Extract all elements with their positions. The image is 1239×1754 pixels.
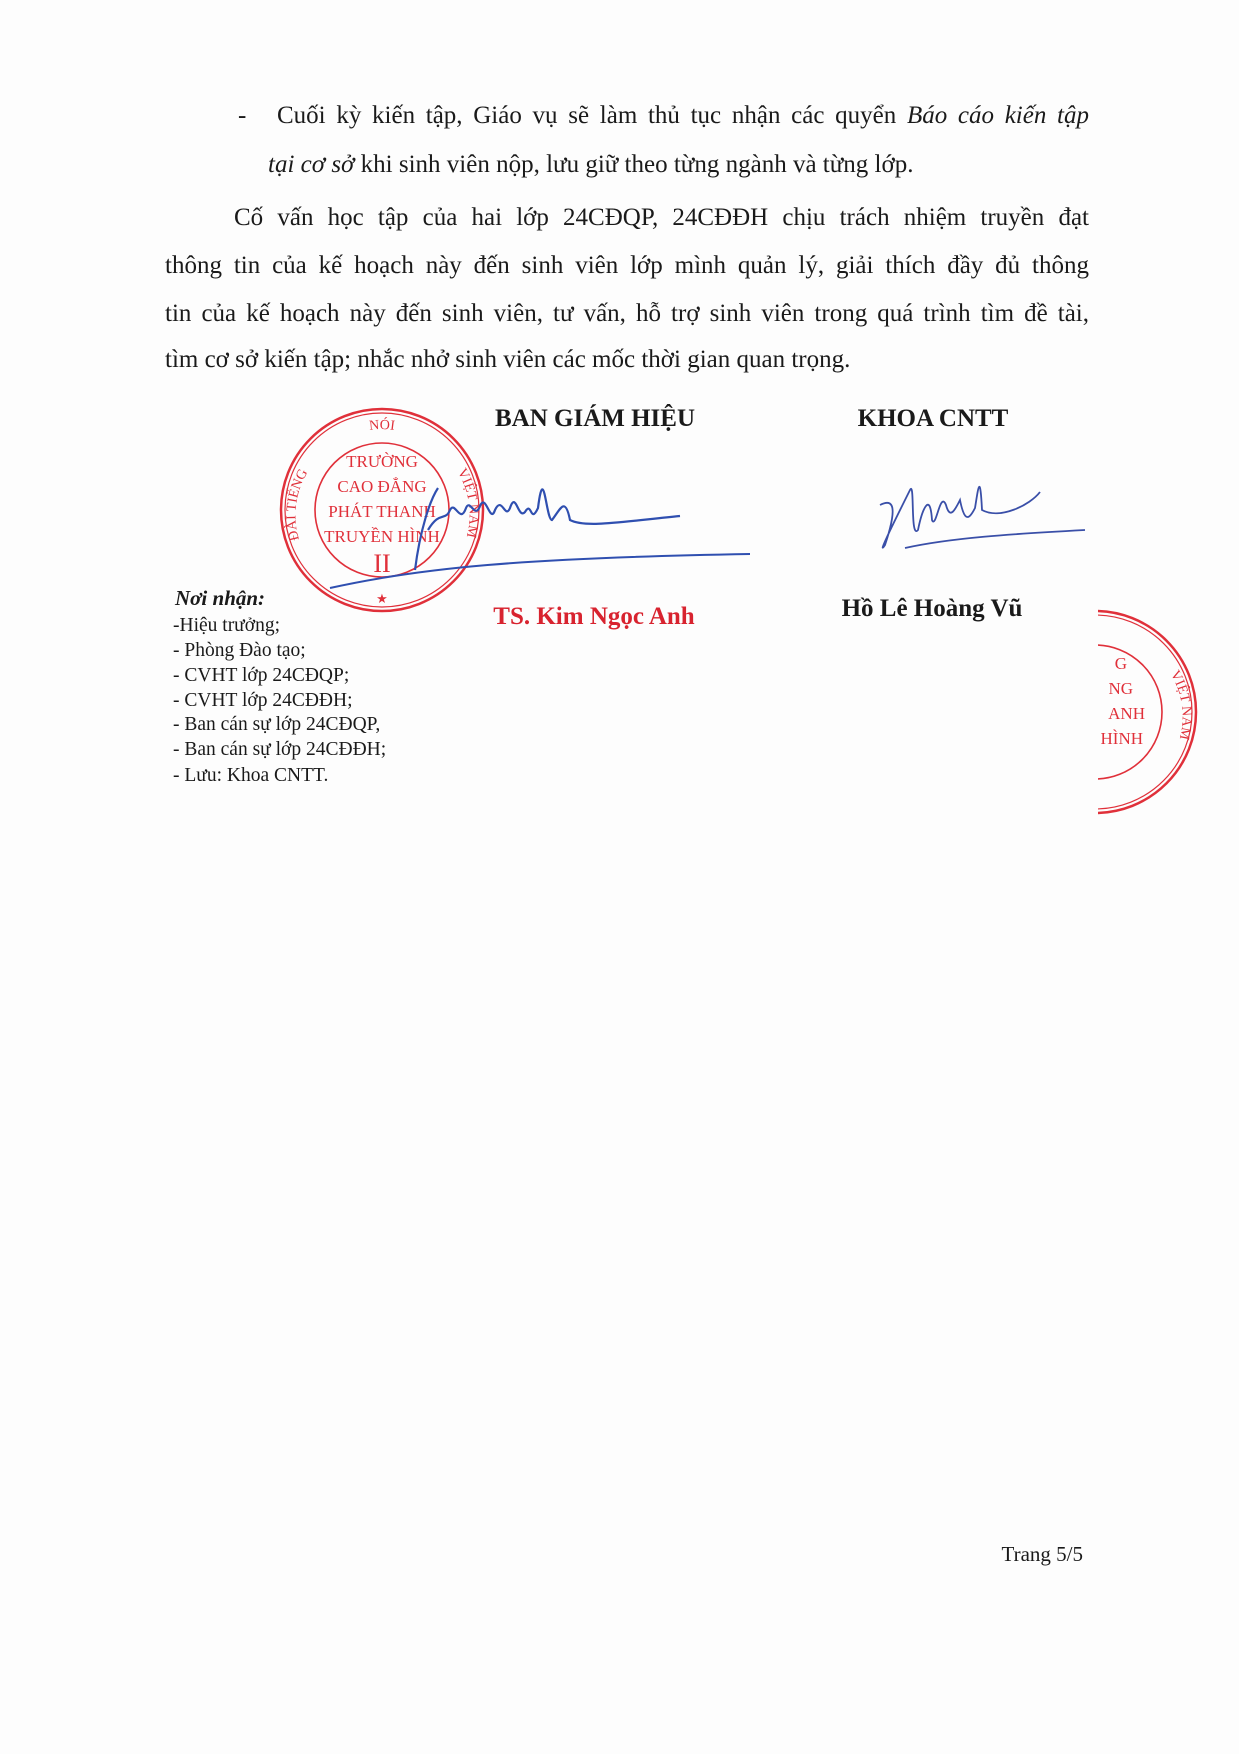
recipients-heading: Nơi nhận: [175, 586, 266, 610]
recipient-item: - CVHT lớp 24CĐQP; [173, 665, 350, 686]
bullet-text-cont: khi sinh viên nộp, lưu giữ theo từng ngành và từng lớp. [354, 151, 914, 178]
partial-stamp-ring: VIỆT NAM [1166, 668, 1194, 741]
stamp-line: TRUYỀN HÌNH [324, 527, 440, 546]
stamp-line: TRƯỜNG [346, 452, 418, 471]
stamp-ring-top: NÓI [368, 417, 396, 434]
recipient-item: -Hiệu trưởng; [173, 615, 280, 636]
partial-stamp-line: ANH [1108, 704, 1145, 723]
partial-stamp [1098, 600, 1239, 830]
signer-name-left: TS. Kim Ngọc Anh [493, 603, 695, 630]
partial-stamp-line: NG [1108, 679, 1133, 698]
signature-title-board: BAN GIÁM HIỆU [494, 405, 696, 432]
para-line: Cố vấn học tập của hai lớp 24CĐQP, 24CĐĐH chịu trách nhiệm truyền đạt [234, 204, 1089, 231]
recipient-item: - Phòng Đào tạo; [173, 640, 306, 661]
stamp-star: ★ [376, 591, 388, 606]
para-line: tin của kế hoạch này đến sinh viên, tư vấn, hỗ trợ sinh viên trong quá trình tìm đề tài, [165, 300, 1089, 327]
partial-stamp-line: G [1114, 654, 1127, 673]
bullet-dash: - [238, 102, 247, 129]
stamp-ring-left: ĐÀI TIẾNG [284, 466, 312, 543]
signature-right [860, 450, 1090, 560]
bullet-line-1 [277, 101, 1089, 131]
report-title-italic: Báo cáo kiến tập [906, 102, 1089, 129]
partial-stamp-line: HÌNH [1100, 729, 1143, 748]
recipient-item: - Lưu: Khoa CNTT. [173, 765, 329, 786]
stamp-line: PHÁT THANH [328, 502, 436, 521]
recipient-item: - Ban cán sự lớp 24CĐQP, [173, 714, 381, 735]
stamp-ring-right: VIỆT NAM [453, 466, 481, 539]
signer-name-right: Hồ Lê Hoàng Vũ [841, 595, 1023, 622]
recipient-item: - CVHT lớp 24CĐĐH; [173, 690, 353, 711]
stamp-line: CAO ĐẲNG [337, 477, 427, 496]
bullet-line-2 [268, 150, 913, 180]
report-title-italic-cont: tại cơ sở [268, 151, 355, 178]
bullet-text: Cuối kỳ kiến tập, Giáo vụ sẽ làm thủ tục nhận các quyển [277, 102, 907, 129]
recipient-item: - Ban cán sự lớp 24CĐĐH; [173, 739, 387, 760]
stamp-line: II [373, 549, 391, 578]
signature-left [320, 450, 760, 600]
para-line: tìm cơ sở kiến tập; nhắc nhở sinh viên các mốc thời gian quan trọng. [165, 346, 851, 373]
signature-title-faculty: KHOA CNTT [857, 405, 1009, 432]
page-number: Trang 5/5 [1001, 1542, 1083, 1566]
svg-text:NÓI [369, 416, 397, 434]
para-line: thông tin của kế hoạch này đến sinh viên lớp mình quản lý, giải thích đầy đủ thông [165, 252, 1089, 279]
